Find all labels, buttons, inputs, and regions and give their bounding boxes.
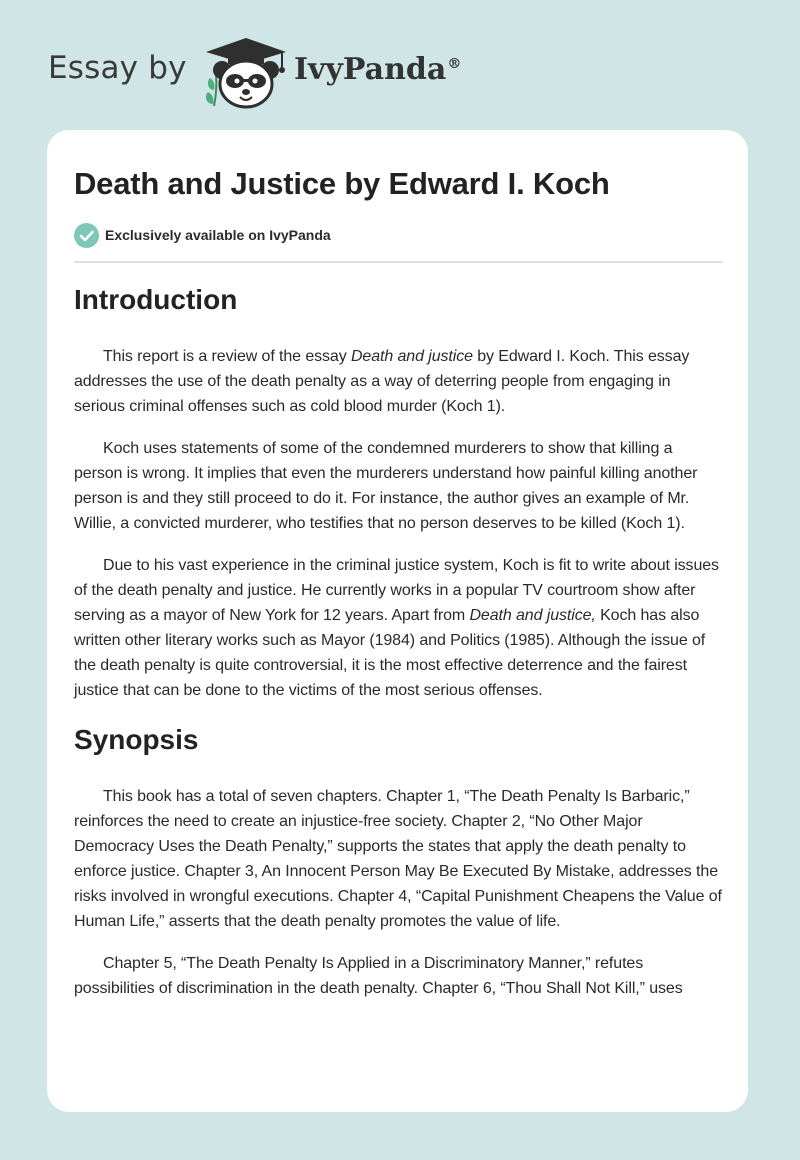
- paragraph: Chapter 5, “The Death Penalty Is Applied in a Discriminatory Manner,” refutes possibilities of discrimination in the death penalty. Chapter 6, “Thou Shall Not Kill,” uses: [74, 955, 683, 997]
- paragraph: This book has a total of seven chapters. Chapter 1, “The Death Penalty Is Barbaric,” reinforces the need to create an injustice-free society. Chapter 2, “No Other Major Democracy Uses the Death Penalty,” supports the states that apply the death penalty to enforce justice. Chapter 3, An Innocent Person May Be Executed By Mistake, addresses the risks involved in wrongful executions. Chapter 4, “Capital Punishment Cheapens the Value of Human Life,” asserts that the death penalty promotes the value of life.: [74, 788, 722, 930]
- essay-body: [74, 282, 723, 1001]
- panda-graduate-icon: [202, 34, 290, 110]
- section-heading-introduction: Introduction: [74, 284, 238, 315]
- check-circle-icon: [74, 223, 99, 248]
- exclusive-badge: [74, 222, 331, 248]
- paragraph: Koch uses statements of some of the condemned murderers to show that killing a person is wrong. It implies that even the murderers understand how painful killing another person is and they still proceed to do it. For instance, the author gives an example of Mr. Willie, a convicted murderer, who testifies that no person deserves to be killed (Koch 1).: [74, 440, 698, 532]
- brand-name: [294, 52, 461, 87]
- exclusive-badge-text: Exclusively available on IvyPanda: [105, 227, 331, 243]
- essay-title-ref: Death and justice: [350, 348, 473, 365]
- registered-mark: ®: [447, 56, 462, 72]
- paragraph-text: by Edward I. Koch. This essay addresses the use of the death penalty as a way of deterring people from engaging in serious criminal offenses such as cold blood murder (Koch 1).: [74, 348, 690, 415]
- brand-prefix: Essay by: [48, 50, 187, 86]
- essay-title: Death and Justice by Edward I. Koch: [74, 166, 610, 201]
- ivy-leaf-icon: [206, 74, 216, 106]
- paragraph-text: Due to his vast experience in the criminal justice system, Koch is fit to write about issues of the death penalty and justice. He currently works in a popular TV courtroom show after serving as a mayor of New York for 12 years. Apart from: [74, 557, 719, 624]
- essay-card: [47, 130, 748, 1112]
- essay-title-ref: Death and justice,: [469, 607, 596, 624]
- brand-header[interactable]: [48, 34, 468, 110]
- brand-name-text: IvyPanda: [294, 52, 447, 87]
- paragraph: [74, 344, 723, 419]
- title-divider: [74, 261, 723, 263]
- paragraph-text: This report is a review of the essay: [103, 348, 351, 365]
- paragraph-text: Koch has also written other literary works such as Mayor (1984) and Politics (1985). Although the issue of the death penalty is quite controversial, it is the most effective deterrence and the fairest justice that can be done to the victims of the most serious offenses.: [74, 607, 706, 699]
- section-heading-synopsis: Synopsis: [74, 724, 199, 755]
- paragraph: [74, 553, 723, 703]
